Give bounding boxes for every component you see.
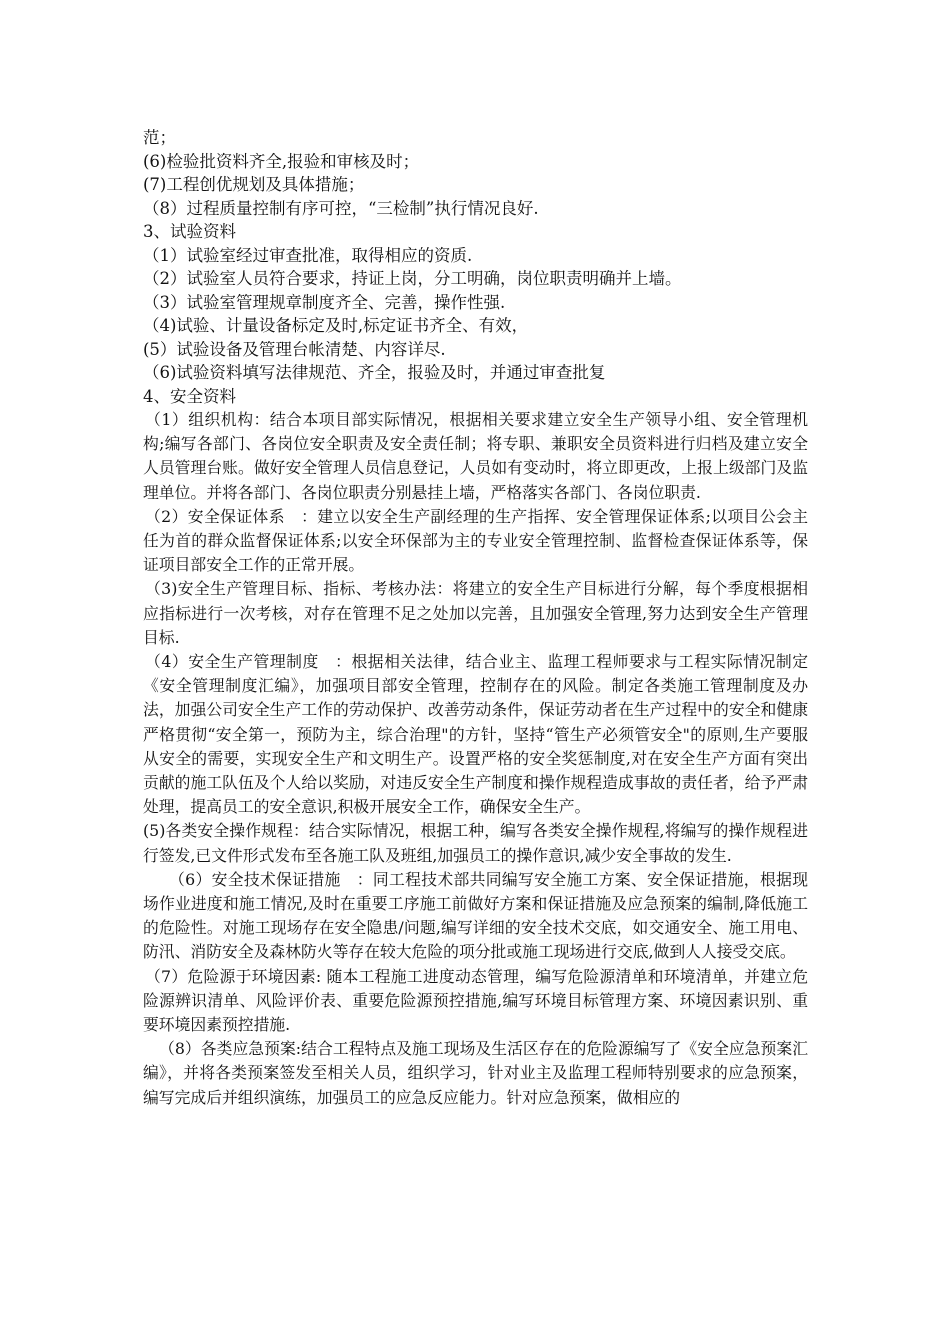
text-line: （6)试验资料填写法律规范、齐全，报验及时，并通过审查批复 [143, 363, 606, 382]
paragraph-safety-targets: （3)安全生产管理目标、指标、考核办法：将建立的安全生产目标进行分解，每个季度根据相应指标进行一次考核，对存在管理不足之处加以完善，且加强安全管理,努力达到安全生产管理目标. [143, 579, 808, 647]
text-line: （2）试验室人员符合要求，持证上岗，分工明确，岗位职责明确并上墙。 [143, 269, 682, 288]
text-line: （1）试验室经过审查批准，取得相应的资质. [143, 245, 473, 265]
document-page [143, 126, 808, 1110]
text-line: (7)工程创优规划及具体措施； [143, 175, 365, 194]
text-line: 范； [143, 128, 176, 147]
paragraph-operation-procedures: (5)各类安全操作规程：结合实际情况，根据工种，编写各类安全操作规程,将编写的操作规程进行签发,已文件形式发布至各施工队及班组,加强员工的操作意识,减少安全事故的发生. [143, 821, 808, 865]
paragraph-technical-measures: （6）安全技术保证措施 ：同工程技术部共同编写安全施工方案、安全保证措施，根据现场作业进度和施工情况,及时在重要工序施工前做好方案和保证措施及应急预案的编制,降低施工的危险性。对施工现场存在安全隐患/问题,编写详细的安全技术交底，如交通安全、施工用电、防汛、消防安全及森林防火等存在较大危险的项分批或施工现场进行交底,做到人人接受交底。 [143, 869, 808, 962]
paragraph-emergency-plans: （8）各类应急预案:结合工程特点及施工现场及生活区存在的危险源编写了《安全应急预案汇编》，并将各类预案签发至相关人员，组织学习，针对业主及监理工程师特别要求的应急预案，编写完成后并组织演练，加强员工的应急反应能力。针对应急预案，做相应的 [143, 1039, 808, 1107]
text-line: (5）试验设备及管理台帐清楚、内容详尽. [143, 339, 446, 359]
paragraph-safety-system: （2）安全保证体系 ：建立以安全生产副经理的生产指挥、安全管理保证体系;以项目公会主任为首的群众监督保证体系;以安全环保部为主的专业安全管理控制、监督检查保证体系等，保证项目部安全工作的正常开展。 [143, 506, 808, 575]
text-line: （3）试验室管理规章制度齐全、完善，操作性强. [143, 292, 506, 312]
text-line: (6)检验批资料齐全,报验和审核及时； [143, 151, 420, 171]
section-heading: 3、试验资料 [143, 222, 236, 241]
text-line: （4)试验、计量设备标定及时,标定证书齐全、有效， [143, 316, 529, 335]
paragraph-organization: （1）组织机构：结合本项目部实际情况，根据相关要求建立安全生产领导小组、安全管理机构;编写各部门、各岗位安全职责及安全责任制；将专职、兼职安全员资料进行归档及建立安全人员管理台账。做好安全管理人员信息登记，人员如有变动时，将立即更改，上报上级部门及监理单位。并将各部门、各岗位职责分别悬挂上墙，严格落实各部门、各岗位职责. [143, 410, 808, 502]
text-line: （8）过程质量控制有序可控，“三检制”执行情况良好. [143, 198, 539, 218]
paragraph-safety-rules: （4）安全生产管理制度 ：根据相关法律，结合业主、监理工程师要求与工程实际情况制定《安全管理制度汇编》，加强项目部安全管理，控制存在的风险。制定各类施工管理制度及办法，加强公司安全生产工作的劳动保护、改善劳动条件，保证劳动者在生产过程中的安全和健康严格贯彻“安全第一，预防为主，综合治理"的方针，坚持“管生产必须管安全"的原则,生产要服从安全的需要，实现安全生产和文明生产。设置严格的安全奖惩制度,对在安全生产方面有突出贡献的施工队伍及个人给以奖励，对违反安全生产制度和操作规程造成事故的责任者，给予严肃处理，提高员工的安全意识,积极开展安全工作，确保安全生产。 [143, 652, 808, 817]
paragraph-hazard-sources: （7）危险源于环境因素: 随本工程施工进度动态管理，编写危险源清单和环境清单，并建立危险源辨识清单、风险评价表、重要危险源预控措施,编写环境目标管理方案、环境因素识别、重要环境因素预控措施. [143, 966, 808, 1035]
section-heading: 4、安全资料 [143, 386, 236, 406]
